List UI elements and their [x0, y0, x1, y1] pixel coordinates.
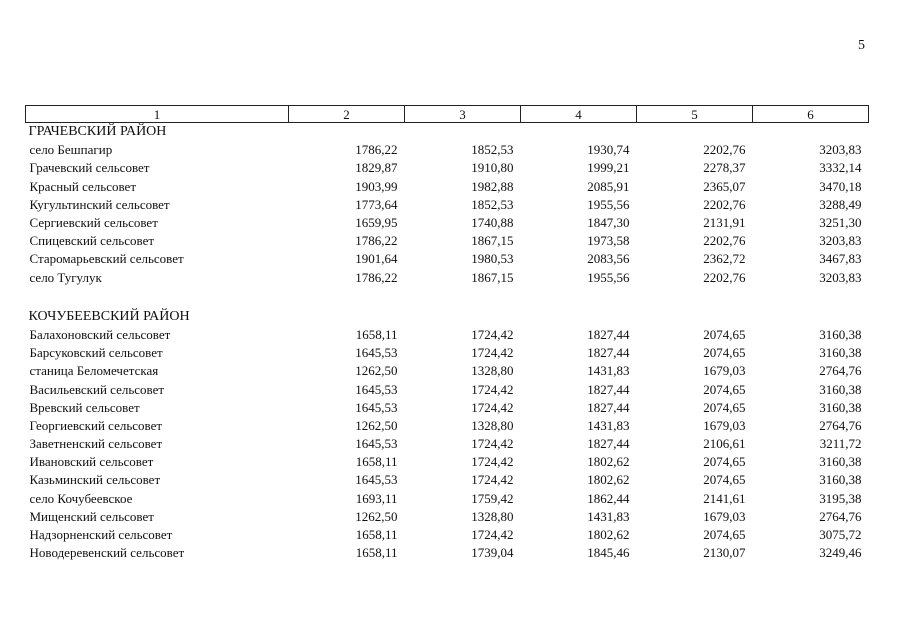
value-col-6: 3467,83: [819, 251, 862, 267]
value-col-3: 1724,42: [471, 326, 514, 342]
value-col-3: 1328,80: [471, 363, 514, 379]
value-col-5: 2074,65: [703, 326, 746, 342]
value-col-4: 1431,83: [587, 417, 630, 433]
header-col-2: 2: [289, 106, 405, 123]
value-col-6: 2764,76: [819, 508, 862, 524]
value-col-6: 2764,76: [819, 417, 862, 433]
value-col-3: 1724,42: [471, 381, 514, 397]
table-header-row: [26, 106, 869, 123]
value-col-4: 1930,74: [587, 142, 630, 158]
value-col-2: 1645,53: [355, 472, 398, 488]
header-col-1: 1: [26, 106, 289, 123]
tariff-table: [25, 105, 869, 562]
table-row: [26, 399, 869, 417]
settlement-name: Георгиевский сельсовет: [29, 417, 163, 433]
table-row: [26, 453, 869, 471]
value-col-6: 3211,72: [819, 436, 862, 452]
settlement-name: Васильевский сельсовет: [29, 381, 165, 397]
value-col-5: 1679,03: [703, 363, 746, 379]
value-col-4: 1827,44: [587, 345, 630, 361]
section-title: КОЧУБЕЕВСКИЙ РАЙОН: [28, 308, 190, 324]
value-col-4: 1999,21: [587, 160, 630, 176]
value-col-3: 1724,42: [471, 345, 514, 361]
value-col-2: 1645,53: [355, 345, 398, 361]
value-col-5: 2362,72: [703, 251, 746, 267]
section-heading-row: [26, 123, 869, 142]
settlement-name: село Бешпагир: [29, 142, 113, 158]
table-row: [26, 490, 869, 508]
value-col-2: 1645,53: [355, 436, 398, 452]
settlement-name: Грачевский сельсовет: [29, 160, 150, 176]
settlement-name: Сергиевский сельсовет: [29, 215, 158, 231]
value-col-4: 1802,62: [587, 472, 630, 488]
page-number: 5: [858, 38, 865, 53]
value-col-2: 1659,95: [355, 215, 398, 231]
value-col-3: 1740,88: [471, 215, 514, 231]
table-row: [26, 544, 869, 562]
table-row: [26, 344, 869, 362]
value-col-5: 2074,65: [703, 381, 746, 397]
spacer-cell: [26, 287, 869, 308]
settlement-name: Старомарьевский сельсовет: [29, 251, 184, 267]
table-body: [26, 123, 869, 563]
value-col-4: 1845,46: [587, 545, 630, 561]
value-col-3: 1852,53: [471, 196, 514, 212]
value-col-5: 2074,65: [703, 472, 746, 488]
section-title: ГРАЧЕВСКИЙ РАЙОН: [28, 124, 167, 140]
value-col-6: 3160,38: [819, 472, 862, 488]
value-col-2: 1658,11: [355, 545, 398, 561]
settlement-name: Надзорненский сельсовет: [29, 527, 173, 543]
table-row: [26, 178, 869, 196]
value-col-4: 1955,56: [587, 196, 630, 212]
value-col-4: 1802,62: [587, 527, 630, 543]
value-col-4: 1827,44: [587, 436, 630, 452]
value-col-4: 1973,58: [587, 233, 630, 249]
settlement-name: Вревский сельсовет: [29, 399, 140, 415]
value-col-5: 2202,76: [703, 233, 746, 249]
value-col-5: 2130,07: [703, 545, 746, 561]
value-col-4: 2083,56: [587, 251, 630, 267]
value-col-2: 1773,64: [355, 196, 398, 212]
value-col-2: 1262,50: [355, 508, 398, 524]
value-col-3: 1724,42: [471, 527, 514, 543]
value-col-5: 2074,65: [703, 345, 746, 361]
value-col-2: 1786,22: [355, 233, 398, 249]
value-col-3: 1852,53: [471, 142, 514, 158]
value-col-3: 1724,42: [471, 399, 514, 415]
value-col-2: 1786,22: [355, 142, 398, 158]
value-col-5: 2278,37: [703, 160, 746, 176]
value-col-3: 1759,42: [471, 490, 514, 506]
value-col-2: 1645,53: [355, 399, 398, 415]
value-col-6: 2764,76: [819, 363, 862, 379]
value-col-5: 2141,61: [703, 490, 746, 506]
value-col-4: 1431,83: [587, 363, 630, 379]
value-col-3: 1982,88: [471, 178, 514, 194]
table-row: [26, 435, 869, 453]
settlement-name: станица Беломечетская: [29, 363, 159, 379]
settlement-name: село Тугулук: [29, 269, 102, 285]
section-spacer: [26, 287, 869, 308]
header-col-6: 6: [753, 106, 869, 123]
header-col-3: 3: [405, 106, 521, 123]
value-col-3: 1724,42: [471, 436, 514, 452]
table-row: [26, 214, 869, 232]
value-col-2: 1658,11: [355, 454, 398, 470]
table-row: [26, 326, 869, 344]
value-col-5: 2074,65: [703, 399, 746, 415]
value-col-3: 1867,15: [471, 233, 514, 249]
table-row: [26, 250, 869, 268]
value-col-6: 3195,38: [819, 490, 862, 506]
table-row: [26, 380, 869, 398]
value-col-2: 1829,87: [355, 160, 398, 176]
value-col-3: 1328,80: [471, 417, 514, 433]
value-col-6: 3251,30: [819, 215, 862, 231]
settlement-name: Красный сельсовет: [29, 178, 137, 194]
table-row: [26, 159, 869, 177]
value-col-3: 1724,42: [471, 454, 514, 470]
value-col-4: 1431,83: [587, 508, 630, 524]
value-col-5: 2131,91: [703, 215, 746, 231]
value-col-5: 2074,65: [703, 527, 746, 543]
value-col-3: 1739,04: [471, 545, 514, 561]
value-col-2: 1901,64: [355, 251, 398, 267]
value-col-3: 1328,80: [471, 508, 514, 524]
table-row: [26, 417, 869, 435]
value-col-6: 3470,18: [819, 178, 862, 194]
value-col-4: 1827,44: [587, 381, 630, 397]
table-row: [26, 141, 869, 159]
value-col-2: 1903,99: [355, 178, 398, 194]
value-col-2: 1786,22: [355, 269, 398, 285]
settlement-name: Новодеревенский сельсовет: [29, 545, 185, 561]
value-col-4: 1847,30: [587, 215, 630, 231]
settlement-name: Барсуковский сельсовет: [29, 345, 163, 361]
value-col-5: 1679,03: [703, 508, 746, 524]
value-col-2: 1262,50: [355, 363, 398, 379]
value-col-6: 3160,38: [819, 399, 862, 415]
value-col-3: 1724,42: [471, 472, 514, 488]
value-col-5: 2202,76: [703, 142, 746, 158]
table-row: [26, 269, 869, 287]
value-col-6: 3160,38: [819, 381, 862, 397]
value-col-6: 3075,72: [819, 527, 862, 543]
section-heading-row: [26, 308, 869, 326]
settlement-name: Ивановский сельсовет: [29, 454, 154, 470]
value-col-2: 1658,11: [355, 326, 398, 342]
settlement-name: Балахоновский сельсовет: [29, 326, 171, 342]
value-col-6: 3332,14: [819, 160, 862, 176]
value-col-5: 2106,61: [703, 436, 746, 452]
value-col-2: 1645,53: [355, 381, 398, 397]
settlement-name: Заветненский сельсовет: [29, 436, 163, 452]
value-col-6: 3160,38: [819, 345, 862, 361]
value-col-4: 1802,62: [587, 454, 630, 470]
table-row: [26, 362, 869, 380]
value-col-5: 2074,65: [703, 454, 746, 470]
value-col-6: 3160,38: [819, 454, 862, 470]
value-col-5: 2202,76: [703, 196, 746, 212]
table-row: [26, 508, 869, 526]
value-col-4: 1862,44: [587, 490, 630, 506]
settlement-name: Спицевский сельсовет: [29, 233, 155, 249]
value-col-6: 3288,49: [819, 196, 862, 212]
value-col-3: 1910,80: [471, 160, 514, 176]
table-row: [26, 526, 869, 544]
value-col-6: 3203,83: [819, 142, 862, 158]
value-col-6: 3203,83: [819, 269, 862, 285]
header-col-5: 5: [637, 106, 753, 123]
value-col-4: 1955,56: [587, 269, 630, 285]
table-row: [26, 196, 869, 214]
value-col-5: 2365,07: [703, 178, 746, 194]
value-col-4: 1827,44: [587, 326, 630, 342]
value-col-5: 1679,03: [703, 417, 746, 433]
header-col-4: 4: [521, 106, 637, 123]
value-col-2: 1262,50: [355, 417, 398, 433]
value-col-6: 3160,38: [819, 326, 862, 342]
value-col-2: 1658,11: [355, 527, 398, 543]
value-col-3: 1980,53: [471, 251, 514, 267]
value-col-4: 1827,44: [587, 399, 630, 415]
settlement-name: село Кочубеевское: [29, 490, 133, 506]
settlement-name: Мищенский сельсовет: [29, 508, 154, 524]
settlement-name: Кугультинский сельсовет: [29, 196, 170, 212]
settlement-name: Казьминский сельсовет: [29, 472, 161, 488]
value-col-5: 2202,76: [703, 269, 746, 285]
value-col-6: 3249,46: [819, 545, 862, 561]
table-row: [26, 232, 869, 250]
value-col-3: 1867,15: [471, 269, 514, 285]
value-col-6: 3203,83: [819, 233, 862, 249]
value-col-2: 1693,11: [355, 490, 398, 506]
table-row: [26, 471, 869, 489]
value-col-4: 2085,91: [587, 178, 630, 194]
